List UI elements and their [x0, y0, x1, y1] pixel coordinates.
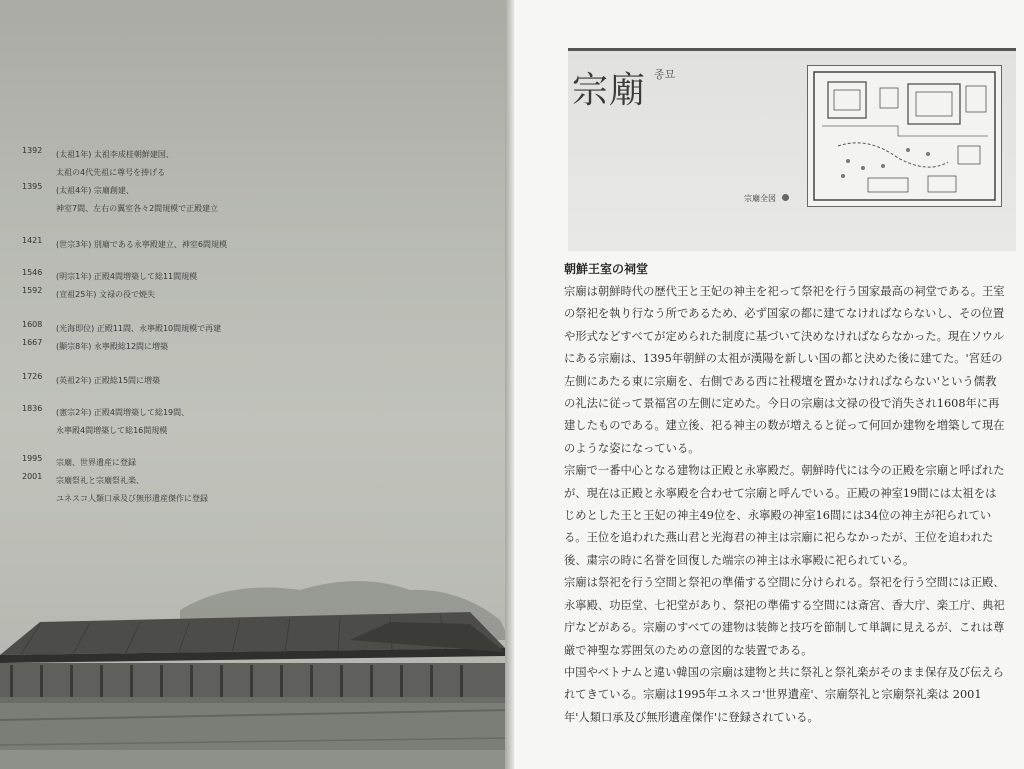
timeline-line: 宗廟、世界遺産に登録	[56, 458, 136, 467]
timeline-text	[56, 182, 218, 218]
timeline-year: 1395	[22, 182, 43, 191]
site-map-figure	[807, 65, 1002, 207]
timeline-line: 宗廟祭礼と宗廟祭礼楽、	[56, 476, 144, 485]
timeline-line: (光海即位) 正殿11間、永寧殿10間規模で再建	[56, 324, 222, 333]
timeline-year: 1608	[22, 320, 43, 329]
map-caption: 宗廟全図	[744, 194, 776, 203]
timeline-year: 1392	[22, 146, 43, 155]
timeline-year: 1726	[22, 372, 43, 381]
timeline-text	[56, 404, 189, 440]
timeline-line: 太祖の4代先祖に尊号を捧げる	[56, 168, 166, 177]
timeline-line: (明宗1年) 正殿4間増築して総11間規模	[56, 272, 198, 281]
timeline-text	[56, 236, 227, 254]
timeline-year: 1546	[22, 268, 43, 277]
caption-bullet-icon	[782, 194, 789, 201]
timeline-text	[56, 472, 208, 508]
article-paragraph: 宗廟は朝鮮時代の歴代王と王妃の神主を祀って祭祀を行う国家最高の祠堂である。王室の祭祀を執り行なう所であるため、必ず国家の都に建てなければならないし、その位置や形式などすべてが定められた制度に基づいて決めなければならなかった。現在ソウルにある宗廟は、1395年朝鮮の太祖が漢陽を新しい国の都と決めた後に建てた。'宮廷の左側にあたる東に宗廟を、右側である西に社稷壇を置かなければならない'という儒教の礼法に従って景福宮の左側に定めた。今日の宗廟は文禄の役で消失され1608年に再建したものである。建立後、祀る神主の数が増えると従って何回か建物を増築して現在のような姿になっている。	[564, 285, 1005, 455]
timeline-line: (憲宗2年) 正殿4間増築して総19間、	[56, 408, 190, 417]
timeline-year: 1667	[22, 338, 43, 347]
timeline-line: ユネスコ人類口承及び無形遺産傑作に登録	[56, 494, 208, 503]
right-page	[514, 0, 1024, 769]
article-paragraph: 宗廟は祭祀を行う空間と祭祀の準備する空間に分けられる。祭祀を行う空間には正殿、永寧殿、功臣堂、七祀堂があり、祭祀の準備する空間には斎宮、香大庁、楽工庁、典祀庁などがある。宗廟のすべての建物は装飾と技巧を節制して単調に見えるが、これは尊厳で神聖な雰囲気のための意図的な装置である。	[564, 576, 1005, 657]
timeline-line: (顯宗8年) 永寧殿総12間に増築	[56, 342, 169, 351]
page-title: 宗廟	[572, 70, 647, 111]
timeline-year: 2001	[22, 472, 43, 481]
article-heading: 朝鮮王室の祠堂	[564, 262, 649, 276]
timeline-year: 1995	[22, 454, 43, 463]
timeline-line: 神室7間、左右の翼室各々2間規模で正殿建立	[56, 204, 219, 213]
article	[564, 260, 1006, 729]
timeline-line: (太祖1年) 太祖李成桂朝鮮建国、	[56, 150, 174, 159]
timeline-text	[56, 320, 221, 338]
timeline-line: (英祖2年) 正殿総15間に増築	[56, 376, 161, 385]
left-page	[0, 0, 510, 769]
page-subtitle: 종묘	[654, 68, 676, 81]
timeline-line: (宣祖25年) 文禄の役で焼失	[56, 290, 155, 299]
timeline-line: (世宗3年) 別廟である永寧殿建立、神室6間規模	[56, 240, 227, 249]
timeline-text	[56, 372, 160, 390]
timeline-year: 1836	[22, 404, 43, 413]
timeline-text	[56, 268, 197, 286]
timeline-text	[56, 454, 136, 472]
article-paragraph: 宗廟で一番中心となる建物は正殿と永寧殿だ。朝鮮時代には今の正殿を宗廟と呼ばれたが、現在は正殿と永寧殿を合わせて宗廟と呼んでいる。正殿の神室19間には太祖をはじめとした王と王妃の神主49位を、永寧殿の神室16間には34位の神主が祀られている。王位を追われた燕山君と光海君の神主は宗廟に祀らなかったが、王位を追われた後、粛宗の時に名誉を回復した端宗の神主は永寧殿に祀られている。	[564, 464, 1005, 567]
timeline-year: 1592	[22, 286, 43, 295]
jongmyo-shrine-photo	[0, 560, 510, 769]
article-paragraph: 中国やベトナムと違い韓国の宗廟は建物と共に祭礼と祭礼楽がそのまま保存及び伝えられてきている。宗廟は1995年ユネスコ'世界遺産'、宗廟祭礼と宗廟祭礼楽は 2001年'人類口承及び無形遺産傑作'に登録されている。	[564, 665, 1005, 724]
timeline-year: 1421	[22, 236, 43, 245]
timeline-line: (太祖4年) 宗廟創建、	[56, 186, 134, 195]
timeline-text	[56, 338, 168, 356]
timeline-text	[56, 146, 174, 182]
timeline-text	[56, 286, 155, 304]
timeline-line: 永寧殿4間増築して総16間規模	[56, 426, 168, 435]
site-map-drawing	[808, 66, 1001, 206]
